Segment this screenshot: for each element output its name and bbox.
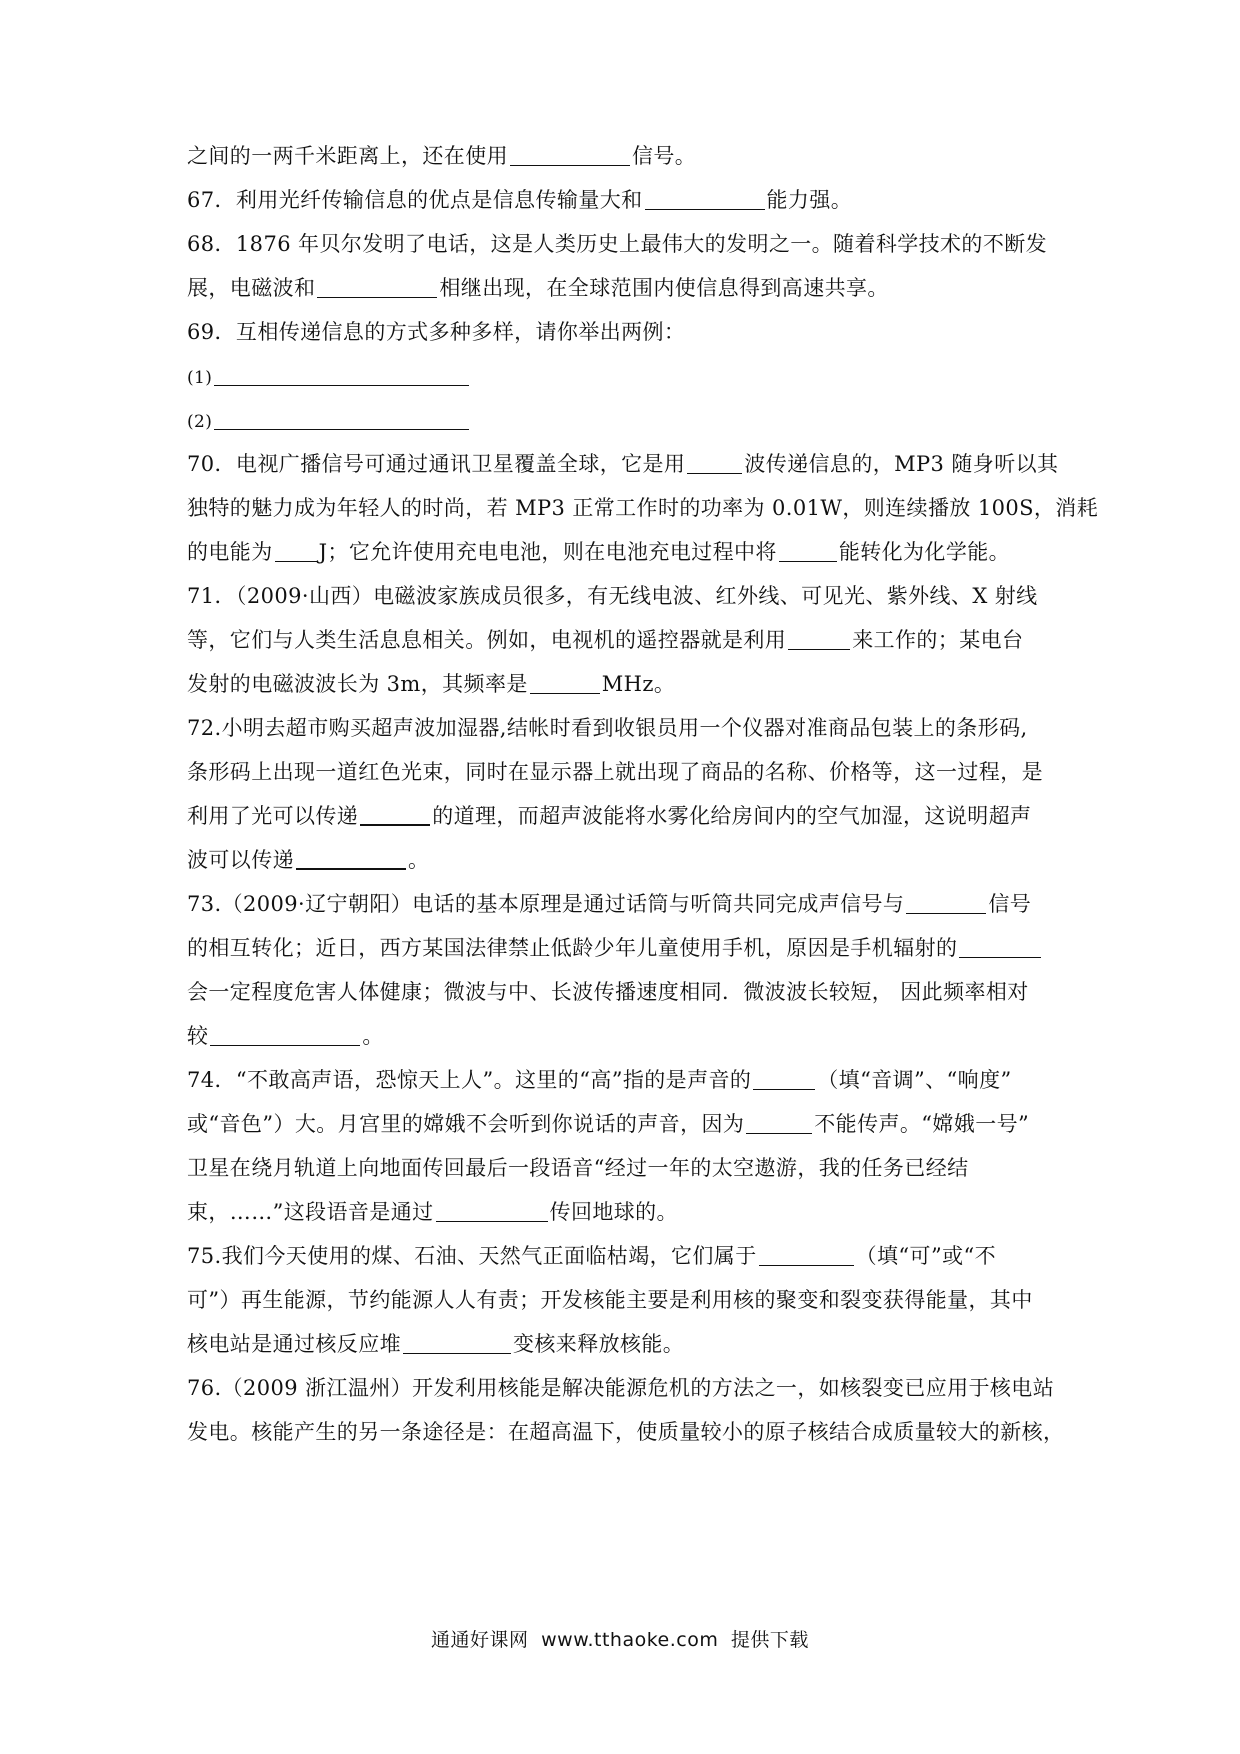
text-segment: 能转化为化学能。 — [838, 540, 1011, 564]
question-68 — [187, 224, 1067, 264]
page-footer — [0, 1625, 1240, 1652]
question-76 — [187, 1368, 1067, 1408]
text-segment: 。 — [408, 848, 430, 872]
question-75 — [187, 1236, 1067, 1276]
text-line — [187, 268, 1067, 308]
text-line — [187, 1412, 1067, 1452]
text-segment: 信号。 — [632, 144, 697, 168]
text-line — [187, 664, 1067, 704]
text-segment: 核电站是通过核反应堆 — [187, 1332, 401, 1356]
answer-blank — [906, 891, 986, 914]
text-line — [187, 136, 1067, 176]
text-line — [187, 1324, 1067, 1364]
answer-blank — [753, 1067, 815, 1090]
text-line — [187, 1192, 1067, 1232]
text-segment: 利用了光可以传递 — [187, 804, 359, 828]
text-segment: 的电能为 — [187, 540, 273, 564]
question-70 — [187, 444, 1067, 484]
text-line — [187, 488, 1099, 528]
text-line — [187, 620, 1067, 660]
text-segment: 传回地球的。 — [549, 1200, 678, 1224]
text-segment: 波可以传递 — [187, 848, 294, 872]
text-segment: 69．互相传递信息的方式多种多样，请你举出两例： — [187, 320, 686, 344]
text-line — [187, 1148, 1067, 1188]
answer-blank — [959, 935, 1041, 958]
answer-blank — [360, 802, 430, 826]
question-74 — [187, 1060, 1067, 1100]
text-line — [187, 1104, 1067, 1144]
text-segment: 74．“不敢高声语，恐惊天上人”。这里的“高”指的是声音的 — [187, 1068, 752, 1092]
text-line — [187, 752, 1067, 792]
answer-blank — [788, 627, 850, 650]
text-segment: 波传递信息的，MP3 随身听以其 — [744, 452, 1059, 476]
text-segment: 卫星在绕月轨道上向地面传回最后一段语音“经过一年的太空遨游，我的任务已经结 — [187, 1156, 969, 1180]
text-line — [187, 1016, 1067, 1056]
text-segment: 可”）再生能源，节约能源人人有责；开发核能主要是利用核的聚变和裂变获得能量，其中 — [187, 1288, 1033, 1312]
answer-blank — [403, 1331, 511, 1354]
text-line — [187, 928, 1067, 968]
question-69 — [187, 312, 1067, 352]
text-segment: 72.小明去超市购买超声波加湿器,结帐时看到收银员用一个仪器对准商品包装上的条形码, — [187, 716, 1028, 740]
answer-blank — [687, 451, 742, 474]
text-segment: 之间的一两千米距离上，还在使用 — [187, 144, 508, 168]
text-segment: 束，……”这段语音是通过 — [187, 1200, 434, 1224]
text-segment: 相继出现，在全球范围内使信息得到高速共享。 — [439, 276, 889, 300]
text-line — [187, 840, 1067, 880]
answer-blank — [645, 187, 765, 210]
answer-blank — [436, 1199, 548, 1222]
text-segment: 的道理，而超声波能将水雾化给房间内的空气加湿，这说明超声 — [432, 804, 1032, 828]
text-line — [187, 796, 1067, 836]
text-segment: 的相互转化；近日，西方某国法律禁止低龄少年儿童使用手机，原因是手机辐射的 — [187, 936, 958, 960]
text-line — [187, 532, 1067, 572]
text-segment: （填“可”或“不 — [855, 1244, 997, 1268]
question-67 — [187, 180, 1067, 220]
text-segment: 等，它们与人类生活息息相关。例如，电视机的遥控器就是利用 — [187, 628, 787, 652]
text-segment: 67．利用光纤传输信息的优点是信息传输量大和 — [187, 188, 643, 212]
answer-blank — [214, 407, 469, 430]
text-line — [187, 1280, 1067, 1320]
text-segment: 76.（2009 浙江温州）开发利用核能是解决能源危机的方法之一，如核裂变已应用于核电站 — [187, 1376, 1055, 1400]
text-segment: 会一定程度危害人体健康；微波与中、长波传播速度相同．微波波长较短， 因此频率相对 — [187, 980, 1029, 1004]
answer-line-2 — [187, 400, 1067, 440]
text-line — [187, 972, 1067, 1012]
question-71 — [187, 576, 1067, 616]
answer-blank — [296, 846, 406, 870]
answer-blank — [275, 539, 317, 562]
answer-blank — [746, 1111, 812, 1134]
text-segment: 。 — [362, 1024, 384, 1048]
text-segment: 展，电磁波和 — [187, 276, 316, 300]
text-segment: 70．电视广播信号可通过通讯卫星覆盖全球，它是用 — [187, 452, 686, 476]
text-segment: （填“音调”、“响度” — [817, 1068, 1012, 1092]
text-segment: 71．（2009·山西）电磁波家族成员很多，有无线电波、红外线、可见光、紫外线、X 射线 — [187, 584, 1038, 608]
footer-site-name: 通通好课网 — [431, 1629, 529, 1651]
text-segment: 不能传声。“嫦娥一号” — [814, 1112, 1030, 1136]
text-segment: 75.我们今天使用的煤、石油、天然气正面临枯竭，它们属于 — [187, 1244, 757, 1268]
text-segment: 发电。核能产生的另一条途径是：在超高温下，使质量较小的原子核结合成质量较大的新核， — [187, 1420, 1065, 1444]
footer-suffix: 提供下载 — [730, 1629, 809, 1651]
answer-blank — [214, 363, 469, 386]
text-segment: 68．1876 年贝尔发明了电话，这是人类历史上最伟大的发明之一。随着科学技术的不断发 — [187, 232, 1048, 256]
text-segment: 条形码上出现一道红色光束，同时在显示器上就出现了商品的名称、价格等，这一过程，是 — [187, 760, 1043, 784]
question-72 — [187, 708, 1067, 748]
text-segment: MHz。 — [601, 672, 676, 696]
text-segment: J；它允许使用充电电池，则在电池充电过程中将 — [318, 540, 777, 564]
item-number: (1) — [187, 368, 213, 388]
text-segment: 来工作的；某电台 — [852, 628, 1024, 652]
text-segment: 发射的电磁波波长为 3m，其频率是 — [187, 672, 528, 696]
text-segment: 信号 — [988, 892, 1032, 916]
answer-line-1 — [187, 356, 1067, 396]
text-segment: 能力强。 — [766, 188, 853, 212]
answer-blank — [210, 1023, 360, 1046]
answer-blank — [510, 143, 630, 166]
text-segment: 独特的魅力成为年轻人的时尚，若 MP3 正常工作时的功率为 0.01W，则连续播放 100S，消耗 — [187, 496, 1099, 520]
text-segment: 较 — [187, 1024, 209, 1048]
answer-blank — [759, 1243, 854, 1266]
answer-blank — [779, 539, 837, 562]
text-segment: 变核来释放核能。 — [513, 1332, 685, 1356]
text-segment: 或“音色”）大。月宫里的嫦娥不会听到你说话的声音，因为 — [187, 1112, 745, 1136]
text-segment: 73.（2009·辽宁朝阳）电话的基本原理是通过话筒与听筒共同完成声信号与 — [187, 892, 905, 916]
item-number: (2) — [187, 412, 213, 432]
answer-blank — [530, 671, 600, 694]
question-73 — [187, 884, 1067, 924]
footer-url: www.tthaoke.com — [541, 1629, 719, 1651]
answer-blank — [317, 275, 437, 298]
